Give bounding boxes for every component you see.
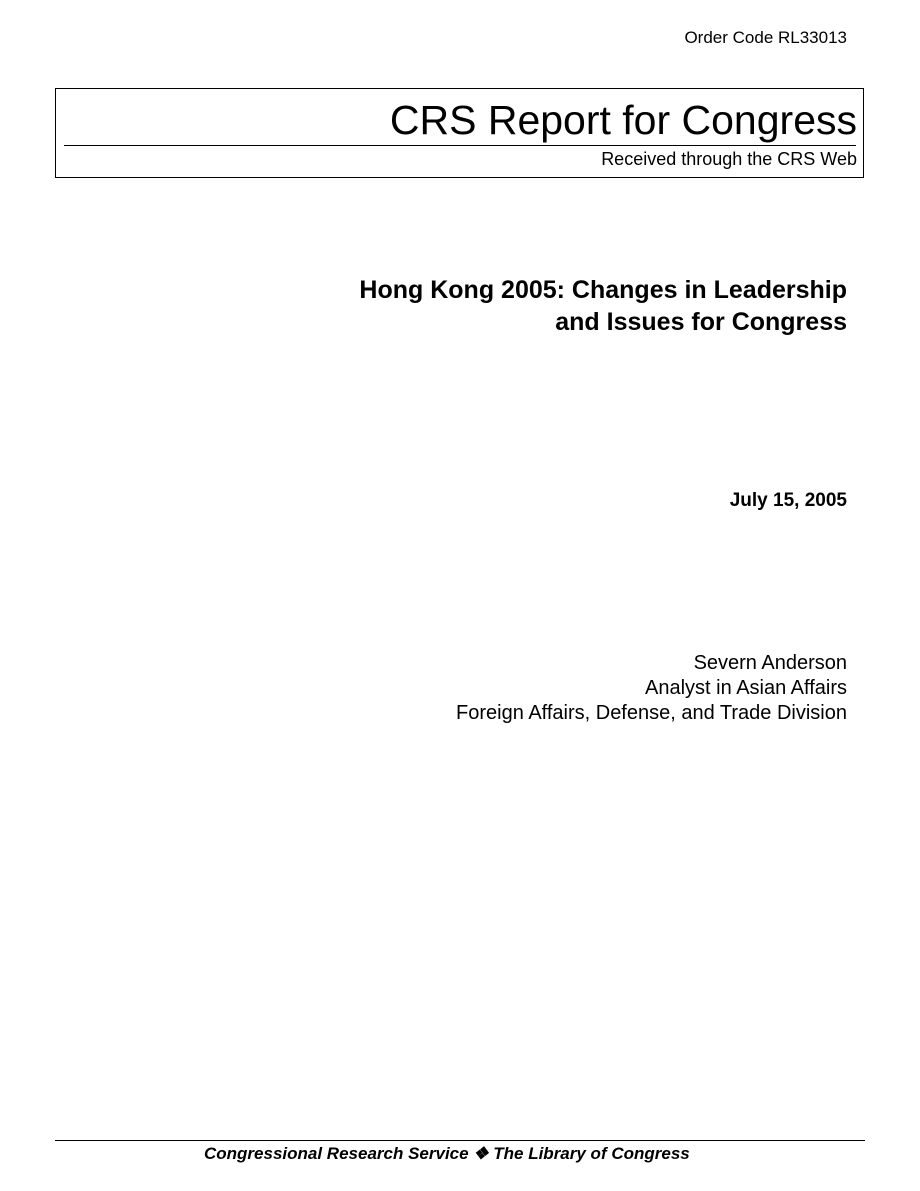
- report-title: [359, 274, 847, 338]
- author-block: [456, 651, 847, 726]
- report-title-line-1: Hong Kong 2005: Changes in Leadership: [359, 276, 847, 304]
- header-subtitle: Received through the CRS Web: [601, 149, 857, 169]
- report-title-line-2: and Issues for Congress: [555, 308, 847, 336]
- footer-text: Congressional Research Service ❖ The Library of Congress: [204, 1144, 690, 1163]
- author-division: Foreign Affairs, Defense, and Trade Division: [456, 702, 847, 724]
- header-divider: [64, 145, 856, 146]
- report-date: July 15, 2005: [729, 490, 847, 511]
- header-title: CRS Report for Congress: [389, 97, 857, 143]
- author-name: Severn Anderson: [693, 652, 847, 674]
- author-position: Analyst in Asian Affairs: [645, 677, 847, 699]
- footer-divider: [55, 1140, 865, 1141]
- order-code: Order Code RL33013: [684, 28, 847, 47]
